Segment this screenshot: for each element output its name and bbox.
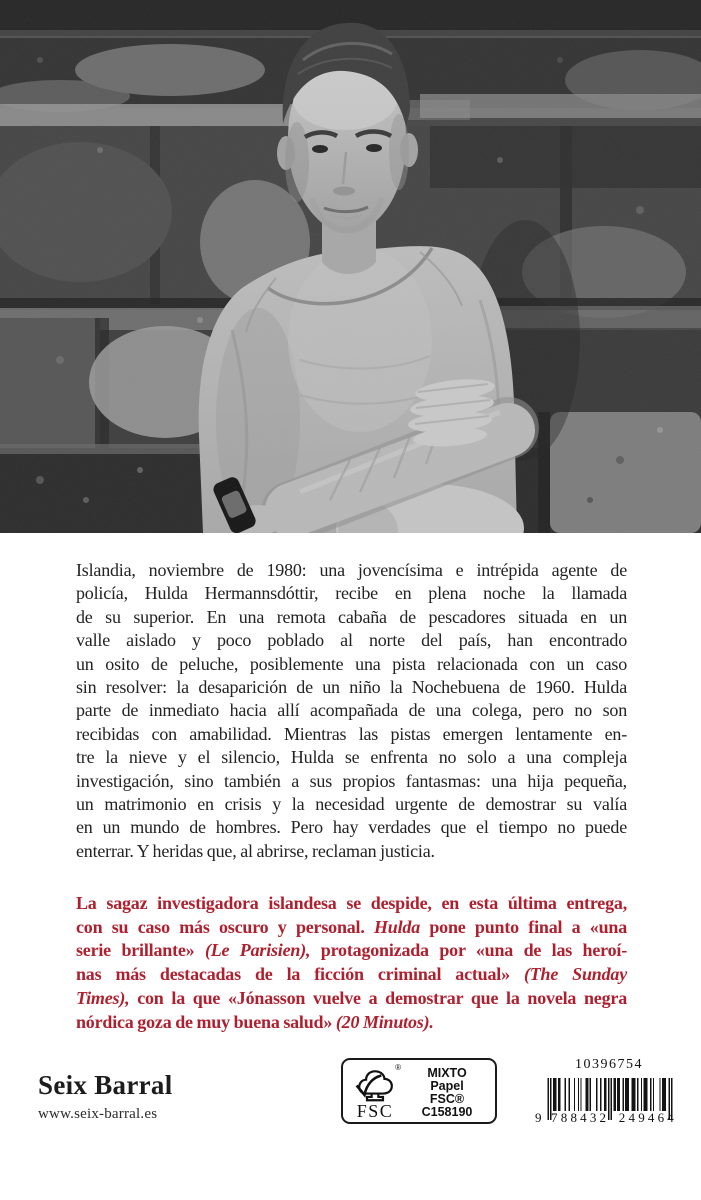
barcode-bar bbox=[613, 1078, 616, 1111]
fsc-logo bbox=[343, 1060, 405, 1122]
barcode-bar bbox=[662, 1078, 666, 1111]
fsc-line-papel: Papel bbox=[430, 1079, 464, 1093]
barcode-bar bbox=[580, 1078, 581, 1111]
text-line: sin resolver: la desaparición de un niño la Nochebuena de 1960. Hulda bbox=[76, 677, 627, 698]
text-line: La sagaz investigadora islandesa se despide, en esta última entrega, bbox=[76, 893, 627, 913]
barcode-bar bbox=[596, 1078, 597, 1111]
text-line: Islandia, noviembre de 1980: una jovencísima e intrépida agente de bbox=[76, 560, 627, 580]
barcode-bar bbox=[617, 1078, 620, 1111]
text-line: Times), con la que «Jónasson vuelve a demostrar que la novela negra bbox=[76, 987, 627, 1008]
barcode-bar bbox=[558, 1078, 561, 1111]
barcode-bar bbox=[586, 1078, 589, 1111]
barcode-bar bbox=[637, 1078, 638, 1111]
text-line: nas más destacadas de la ficción criminal actual» (The Sunday bbox=[76, 964, 627, 985]
fsc-certification-text bbox=[405, 1060, 495, 1122]
fsc-line-mixto: MIXTO bbox=[427, 1066, 467, 1080]
barcode-bar bbox=[623, 1078, 624, 1111]
isbn-first-digit: 9 bbox=[535, 1110, 542, 1125]
isbn-group-2: 249464 bbox=[618, 1110, 677, 1125]
internal-product-number: 10396754 bbox=[575, 1057, 643, 1072]
text-line: de su superior. En una remota cabaña de pescadores situada en un bbox=[76, 606, 627, 627]
fsc-wordmark: FSC bbox=[356, 1101, 394, 1121]
text-line: nórdica goza de muy buena salud» (20 Minutos). bbox=[76, 1011, 434, 1032]
review-blurb-paragraph bbox=[76, 892, 627, 1034]
barcode-bar bbox=[653, 1078, 654, 1111]
publisher-block bbox=[38, 1070, 173, 1123]
text-line: parte de inmediato hacia allí acompañada de una colega, pero no son bbox=[76, 700, 627, 721]
barcode-bar bbox=[553, 1078, 557, 1111]
text-line: serie brillante» (Le Parisien), protagonizada por «una de las heroí- bbox=[76, 940, 627, 961]
isbn-digits bbox=[535, 1111, 677, 1125]
publisher-logo: Seix Barral bbox=[38, 1070, 173, 1100]
text-line: investigación, sino también a sus propios fantasmas: una hija pequeña, bbox=[76, 770, 627, 791]
isbn-group-1: 788432 bbox=[551, 1110, 610, 1125]
barcode-bar bbox=[578, 1078, 579, 1111]
text-line: tre la nieve y el silencio, Hulda se enfrenta no solo a una compleja bbox=[76, 747, 627, 768]
fsc-tree-icon bbox=[354, 1069, 396, 1103]
synopsis-paragraph bbox=[76, 559, 627, 863]
barcode-bar bbox=[565, 1078, 566, 1111]
fsc-license-code: FSC® C158190 bbox=[421, 1092, 473, 1119]
author-photo bbox=[0, 0, 701, 533]
barcode-bar bbox=[644, 1078, 648, 1111]
barcode-bar bbox=[569, 1078, 570, 1111]
barcode-bar bbox=[574, 1078, 575, 1111]
registered-trademark-icon: ® bbox=[395, 1063, 401, 1072]
text-line: enterrar. Y heridas que, al abrirse, reclaman justicia. bbox=[76, 840, 435, 861]
barcode-bar bbox=[604, 1078, 607, 1111]
text-line: valle aislado y poco poblado al norte del país, han encontrado bbox=[76, 630, 627, 651]
text-line: en un mundo de hombres. Pero hay verdades que el tiempo no puede bbox=[76, 817, 627, 838]
text-line: un matrimonio en crisis y la necesidad urgente de demostrar su valía bbox=[76, 794, 627, 815]
barcode-bar bbox=[600, 1078, 601, 1111]
barcode-bar bbox=[650, 1078, 651, 1111]
barcode-bar bbox=[590, 1078, 591, 1111]
text-line: con su caso más oscuro y personal. Hulda pone punto final a «una bbox=[76, 916, 628, 937]
publisher-website: www.seix-barral.es bbox=[38, 1106, 158, 1122]
barcode-bar bbox=[641, 1078, 642, 1111]
barcode-bar bbox=[632, 1078, 636, 1111]
text-line: un osito de peluche, posiblemente una pista relacionada con un caso bbox=[76, 653, 627, 674]
fsc-label bbox=[341, 1058, 497, 1124]
barcode-bar bbox=[625, 1078, 629, 1111]
barcode-bar bbox=[659, 1078, 660, 1111]
text-line: policía, Hulda Hermannsdóttir, recibe en plena noche la llamada bbox=[76, 583, 627, 604]
text-line: recibidas con amabilidad. Mientras las pistas emergen lentamente en- bbox=[76, 723, 627, 744]
